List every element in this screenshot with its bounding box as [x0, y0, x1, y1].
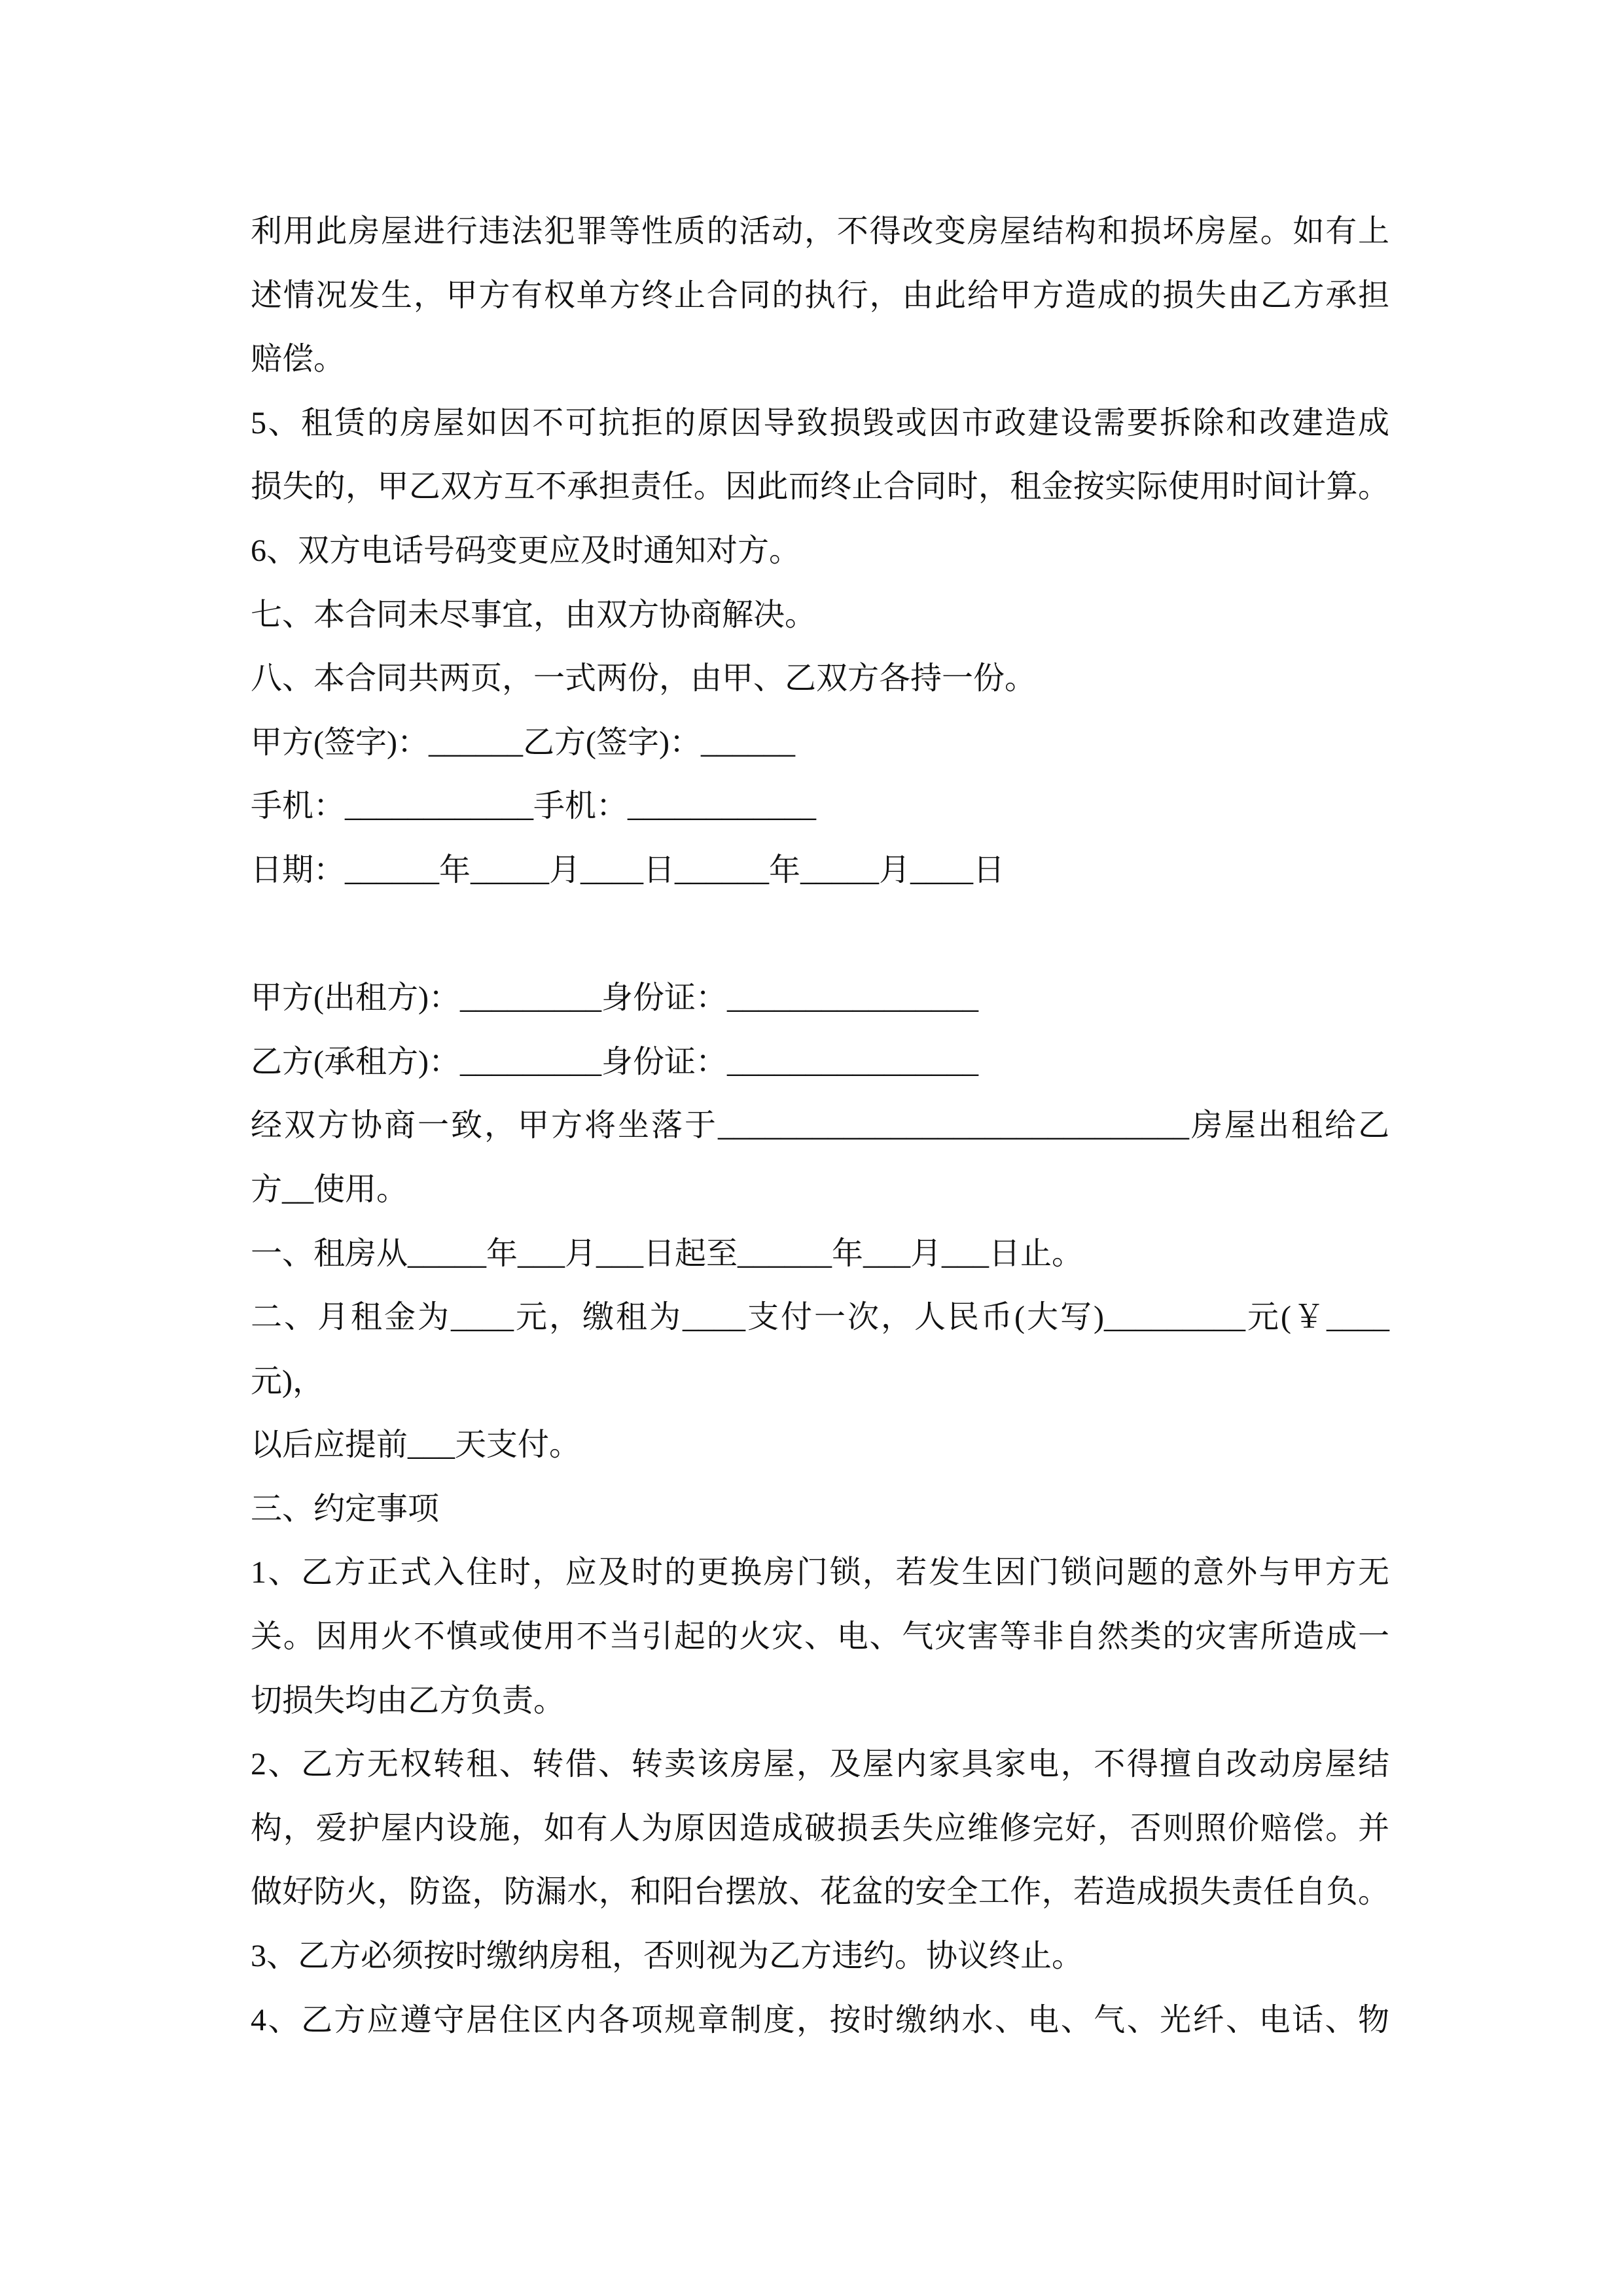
- text-line: 构，爱护屋内设施，如有人为原因造成破损丢失应维修完好，否则照价赔偿。并: [251, 1810, 1389, 1846]
- text-line: 二、月租金为____元，缴租为____支付一次，人民币(大写)_________元(￥____: [251, 1300, 1389, 1335]
- text-line: 甲方(出租方)：_________身份证：________________: [251, 980, 978, 1016]
- text-line: 损失的，甲乙双方互不承担责任。因此而终止合同时，租金按实际使用时间计算。: [251, 469, 1389, 505]
- text-line: 3、乙方必须按时缴纳房租，否则视为乙方违约。协议终止。: [251, 1939, 1084, 1974]
- text-line: 利用此房屋进行违法犯罪等性质的活动，不得改变房屋结构和损坏房屋。如有上: [251, 214, 1389, 249]
- blank-line: [251, 914, 1389, 978]
- text-line: 元)，: [251, 1363, 324, 1399]
- text-line: 1、乙方正式入住时，应及时的更换房门锁，若发生因门锁问题的意外与甲方无: [251, 1555, 1389, 1590]
- text-line: 做好防火，防盗，防漏水，和阳台摆放、花盆的安全工作，若造成损失责任自负。: [251, 1874, 1389, 1910]
- text-line: 乙方(承租方)：_________身份证：________________: [251, 1044, 978, 1079]
- text-line: 以后应提前___天支付。: [251, 1427, 581, 1463]
- text-line: 述情况发生，甲方有权单方终止合同的执行，由此给甲方造成的损失由乙方承担: [251, 278, 1389, 313]
- text-line: 2、乙方无权转租、转借、转卖该房屋，及屋内家具家电，不得擅自改动房屋结: [251, 1747, 1389, 1782]
- text-line: 经双方协商一致，甲方将坐落于______________________________房屋出租给乙: [251, 1108, 1389, 1143]
- text-line: 6、双方电话号码变更应及时通知对方。: [251, 533, 801, 568]
- text-line: 方__使用。: [251, 1172, 408, 1207]
- text-line: 赔偿。: [251, 342, 346, 377]
- text-line: 5、租赁的房屋如因不可抗拒的原因导致损毁或因市政建设需要拆除和改建造成: [251, 405, 1389, 440]
- text-line: 七、本合同未尽事宜，由双方协商解决。: [251, 597, 817, 632]
- text-line: 切损失均由乙方负责。: [251, 1683, 565, 1718]
- contract-body: [251, 211, 1389, 2063]
- text-line: 4、乙方应遵守居住区内各项规章制度，按时缴纳水、电、气、光纤、电话、物: [251, 2002, 1389, 2037]
- text-line: 关。因用火不慎或使用不当引起的火灾、电、气灾害等非自然类的灾害所造成一: [251, 1619, 1389, 1655]
- text-line: 三、约定事项: [251, 1491, 440, 1526]
- text-line: 八、本合同共两页，一式两份，由甲、乙双方各持一份。: [251, 661, 1037, 696]
- text-line: 甲方(签字)：______乙方(签字)：______: [251, 725, 795, 760]
- text-line: 日期：______年_____月____日______年_____月____日: [251, 852, 1005, 888]
- text-line: 手机：____________手机：____________: [251, 789, 817, 824]
- text-line: 一、租房从_____年___月___日起至______年___月___日止。: [251, 1236, 1084, 1271]
